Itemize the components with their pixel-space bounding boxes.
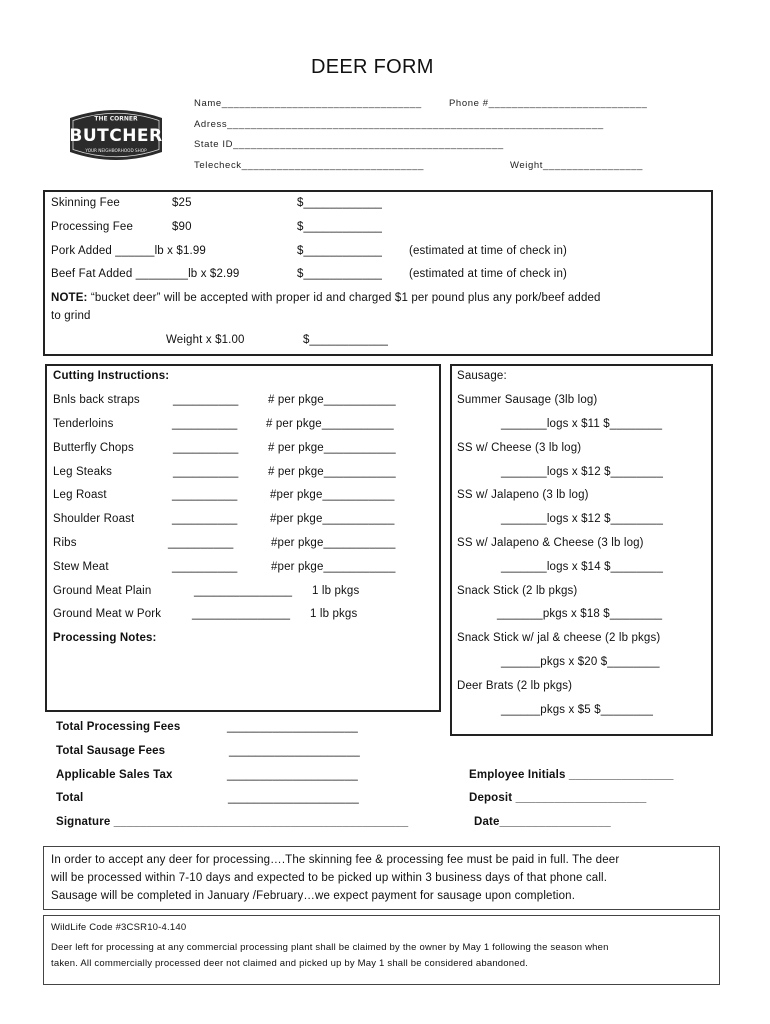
cut-per-pkg[interactable]: # per pkge___________ (268, 442, 396, 454)
state-id-field[interactable]: State ID______________________________________________ (194, 139, 504, 150)
sausage-order-line[interactable]: _______logs x $11 $________ (501, 418, 663, 430)
weight-field[interactable]: Weight_________________ (510, 160, 644, 171)
total-line[interactable]: ____________________ (228, 792, 359, 804)
skinning-fee-label: Skinning Fee (51, 197, 120, 209)
sausage-item: Snack Stick w/ jal & cheese (2 lb pkgs) (457, 632, 661, 644)
sausage-order-line[interactable]: _______pkgs x $18 $________ (497, 608, 663, 620)
sausage-order-line[interactable]: _______logs x $12 $________ (501, 513, 664, 525)
wildlife-line-2: taken. All commercially processed deer not claimed and picked up by May 1 shall be considered abandoned. (51, 958, 529, 969)
logo-bottom-text: YOUR NEIGHBORHOOD SHOP (85, 148, 147, 153)
cut-qty-line[interactable]: __________ (172, 489, 238, 501)
sausage-heading: Sausage: (457, 370, 507, 382)
cut-per-pkg[interactable]: # per pkge___________ (268, 466, 396, 478)
cut-label: Bnls back straps (53, 394, 140, 406)
cut-label: Stew Meat (53, 561, 109, 573)
deposit-field[interactable]: Deposit ____________________ (469, 792, 647, 804)
processing-notes-area[interactable] (53, 650, 433, 706)
processing-notes-label: Processing Notes: (53, 632, 157, 644)
pork-added-label[interactable]: Pork Added ______lb x $1.99 (51, 245, 206, 257)
cut-qty-line[interactable]: __________ (173, 394, 239, 406)
sausage-order-line[interactable]: _______logs x $12 $________ (501, 466, 664, 478)
cut-per-pkg[interactable]: # per pkge___________ (268, 394, 396, 406)
cut-label: Tenderloins (53, 418, 114, 430)
sausage-item: Deer Brats (2 lb pkgs) (457, 680, 573, 692)
cut-qty-line[interactable]: __________ (173, 442, 239, 454)
cut-per-pkg[interactable]: #per pkge___________ (270, 513, 395, 525)
cut-label: Ground Meat Plain (53, 585, 152, 597)
cut-label: Butterfly Chops (53, 442, 134, 454)
cut-label: Shoulder Roast (53, 513, 135, 525)
sausage-item: Summer Sausage (3lb log) (457, 394, 598, 406)
note-line-2: to grind (51, 310, 91, 322)
pork-added-note: (estimated at time of check in) (409, 245, 568, 257)
total-label: Total (56, 792, 84, 804)
sausage-item: SS w/ Cheese (3 lb log) (457, 442, 582, 454)
cut-label: Leg Steaks (53, 466, 113, 478)
note-label: NOTE: (51, 292, 88, 304)
pork-added-amount[interactable]: $____________ (297, 245, 383, 257)
sausage-order-line[interactable]: ______pkgs x $5 $________ (501, 704, 654, 716)
cut-per-pkg[interactable]: #per pkge___________ (270, 489, 395, 501)
cut-label: Ground Meat w Pork (53, 608, 162, 620)
policy-line-2: will be processed within 7-10 days and expected to be picked up within 3 business days of that phone call. (51, 872, 608, 884)
cut-qty-line[interactable]: __________ (173, 466, 239, 478)
beef-fat-amount[interactable]: $____________ (297, 268, 383, 280)
cut-per-pkg[interactable]: #per pkge___________ (271, 561, 396, 573)
skinning-fee-amount[interactable]: $____________ (297, 197, 383, 209)
sausage-item: SS w/ Jalapeno (3 lb log) (457, 489, 589, 501)
processing-fee-label: Processing Fee (51, 221, 133, 233)
logo-top-text: THE CORNER (94, 115, 138, 123)
telecheck-field[interactable]: Telecheck_______________________________ (194, 160, 425, 171)
cut-per-pkg[interactable]: # per pkge___________ (266, 418, 394, 430)
cut-per-pkg[interactable]: #per pkge___________ (271, 537, 396, 549)
cut-qty-line[interactable]: _______________ (194, 585, 293, 597)
phone-field[interactable]: Phone #___________________________ (449, 98, 648, 109)
beef-fat-label[interactable]: Beef Fat Added ________lb x $2.99 (51, 268, 240, 280)
processing-fee-price: $90 (172, 221, 192, 233)
date-field[interactable]: Date_________________ (474, 816, 611, 828)
sausage-item: SS w/ Jalapeno & Cheese (3 lb log) (457, 537, 644, 549)
skinning-fee-price: $25 (172, 197, 192, 209)
note-text: “bucket deer” will be accepted with proper id and charged $1 per pound plus any pork/beef added (87, 292, 601, 304)
cut-qty-line[interactable]: __________ (168, 537, 234, 549)
total-sausage-fees-label: Total Sausage Fees (56, 745, 166, 757)
cut-label: Ribs (53, 537, 77, 549)
sausage-order-line[interactable]: ______pkgs x $20 $________ (501, 656, 660, 668)
weight-rate-label: Weight x $1.00 (166, 334, 245, 346)
name-field[interactable]: Name__________________________________ (194, 98, 422, 109)
cut-qty-line[interactable]: __________ (172, 561, 238, 573)
cut-per-pkg: 1 lb pkgs (310, 608, 358, 620)
cut-qty-line[interactable]: _______________ (192, 608, 291, 620)
total-processing-fees-line[interactable]: ____________________ (227, 721, 358, 733)
sausage-item: Snack Stick (2 lb pkgs) (457, 585, 578, 597)
signature-line[interactable]: Signature _____________________________________________ (56, 816, 409, 828)
wildlife-line-1: Deer left for processing at any commercial processing plant shall be claimed by the owner by May 1 following the season when (51, 942, 609, 953)
cut-qty-line[interactable]: __________ (172, 418, 238, 430)
note-line-1 (51, 292, 601, 304)
wildlife-code: WildLife Code #3CSR10-4.140 (51, 922, 187, 933)
policy-line-1: In order to accept any deer for processing….The skinning fee & processing fee must be paid in full. The deer (51, 854, 620, 866)
processing-fee-amount[interactable]: $____________ (297, 221, 383, 233)
sales-tax-line[interactable]: ____________________ (227, 769, 358, 781)
page-title: DEER FORM (311, 56, 434, 78)
beef-fat-note: (estimated at time of check in) (409, 268, 568, 280)
total-sausage-fees-line[interactable]: ____________________ (229, 745, 360, 757)
weight-rate-amount[interactable]: $____________ (303, 334, 389, 346)
sales-tax-label: Applicable Sales Tax (56, 769, 173, 781)
address-field[interactable]: Adress________________________________________________________________ (194, 119, 604, 130)
cut-qty-line[interactable]: __________ (172, 513, 238, 525)
cut-label: Leg Roast (53, 489, 107, 501)
total-processing-fees-label: Total Processing Fees (56, 721, 181, 733)
logo-main-text: BUTCHER (69, 126, 163, 146)
butcher-logo (64, 108, 168, 162)
cut-per-pkg: 1 lb pkgs (312, 585, 360, 597)
employee-initials-field[interactable]: Employee Initials ________________ (469, 769, 674, 781)
sausage-order-line[interactable]: _______logs x $14 $________ (501, 561, 664, 573)
cutting-heading: Cutting Instructions: (53, 370, 170, 382)
policy-line-3: Sausage will be completed in January /February…we expect payment for sausage upon completion. (51, 890, 576, 902)
